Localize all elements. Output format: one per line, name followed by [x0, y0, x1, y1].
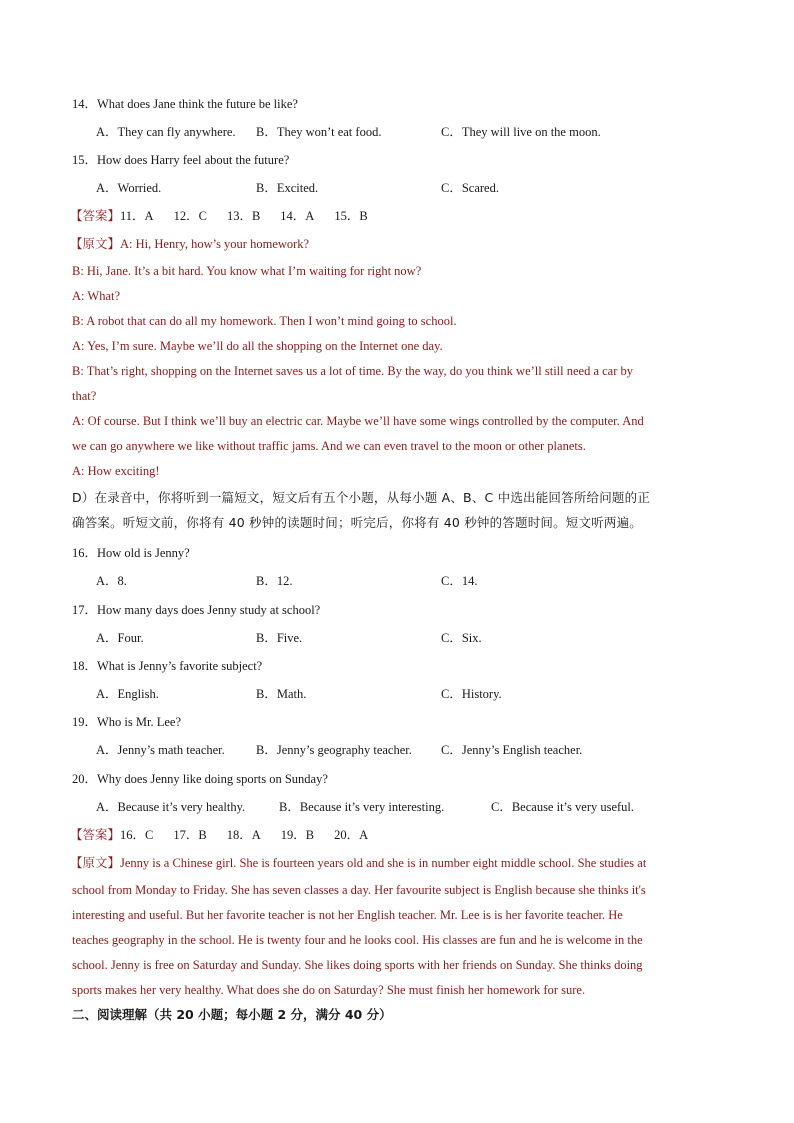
- transcript-1-line: B: A robot that can do all my homework. Then I won’t mind going to school.: [72, 314, 457, 328]
- q19-option-b: B．Jenny’s geography teacher.: [256, 743, 412, 757]
- question-18: 18．What is Jenny’s favorite subject?: [72, 659, 263, 673]
- q15-option-a: A．Worried.: [96, 181, 162, 195]
- transcript-1-line: [70, 236, 309, 252]
- transcript-2-line: [70, 855, 646, 871]
- transcript-2-line: sports makes her very healthy. What does she do on Saturday? She must finish her homework for sure.: [72, 983, 586, 997]
- answer-value: 15．B: [334, 209, 368, 223]
- answer-block-1: [70, 208, 388, 224]
- transcript-tag: 【原文】: [70, 856, 121, 870]
- q20-option-c: C．Because it’s very useful.: [491, 800, 635, 814]
- transcript-1-line: A: Of course. But I think we’ll buy an electric car. Maybe we’ll have some wings controlled by the computer. And: [72, 414, 644, 428]
- transcript-2-line: school. Jenny is free on Saturday and Sunday. She likes doing sports with her friends on Sunday. She thinks doing: [72, 958, 643, 972]
- section-d-instructions: [72, 485, 722, 535]
- q20-option-b: B．Because it’s very interesting.: [279, 800, 445, 814]
- question-20: 20．Why does Jenny like doing sports on Sunday?: [72, 772, 328, 786]
- transcript-1-line: A: How exciting!: [72, 464, 160, 478]
- answer-value: 13．B: [226, 209, 261, 223]
- q14-option-c: C．They will live on the moon.: [441, 125, 601, 139]
- answer-value: 16．C: [120, 828, 154, 842]
- transcript-1-line: B: That’s right, shopping on the Internet saves us a lot of time. By the way, do you think we’ll still need a car by: [72, 364, 634, 378]
- q19-option-c: C．Jenny’s English teacher.: [441, 743, 583, 757]
- transcript-1-line: we can go anywhere we like without traffic jams. And we can even travel to the moon or other planets.: [72, 439, 586, 453]
- transcript-1-line: that?: [72, 389, 97, 403]
- q19-option-a: A．Jenny’s math teacher.: [96, 743, 225, 757]
- q15-option-c: C．Scared.: [441, 181, 499, 195]
- answer-value: 20．A: [334, 828, 369, 842]
- transcript-tag: 【原文】: [70, 237, 121, 251]
- q20-option-a: A．Because it’s very healthy.: [96, 800, 246, 814]
- transcript-1-line: A: Yes, I’m sure. Maybe we’ll do all the shopping on the Internet one day.: [72, 339, 443, 353]
- q16-option-b: B．12.: [256, 574, 293, 588]
- transcript-1-line: A: What?: [72, 289, 121, 303]
- answer-value: 14．A: [280, 209, 315, 223]
- answer-value: 18．A: [226, 828, 261, 842]
- q16-option-a: A．8.: [96, 574, 127, 588]
- section-d-line: D）在录音中，你将听到一篇短文，短文后有五个小题，从每小题 A、B、C 中选出能回答所给问题的正: [72, 490, 651, 505]
- transcript-text: A: Hi, Henry, how’s your homework?: [120, 237, 310, 251]
- answer-value: 11．A: [120, 209, 154, 223]
- answer-value: 17．B: [173, 828, 207, 842]
- transcript-text: Jenny is a Chinese girl. She is fourteen years old and she is in number eight middle school. She studies at: [120, 856, 647, 870]
- answer-block-2: [70, 827, 388, 843]
- answer-value: 12．C: [173, 209, 207, 223]
- q17-option-c: C．Six.: [441, 631, 482, 645]
- section-two-title: 二、阅读理解（共 20 小题；每小题 2 分，满分 40 分）: [72, 1007, 392, 1022]
- transcript-2-line: teaches geography in the school. He is twenty four and he looks cool. His classes are fun and he is welcome in the: [72, 933, 643, 947]
- section-d-line: 确答案。听短文前，你将有 40 秒钟的读题时间；听完后，你将有 40 秒钟的答题时间。短文听两遍。: [72, 515, 643, 530]
- transcript-1-line: B: Hi, Jane. It’s a bit hard. You know what I’m waiting for right now?: [72, 264, 422, 278]
- q18-option-a: A．English.: [96, 687, 159, 701]
- answer-value: 19．B: [280, 828, 315, 842]
- q18-option-b: B．Math.: [256, 687, 307, 701]
- q15-option-b: B．Excited.: [256, 181, 319, 195]
- question-14: 14．What does Jane think the future be like?: [72, 97, 298, 111]
- transcript-2-line: school from Monday to Friday. She has seven classes a day. Her favourite subject is English because she thinks it's: [72, 883, 646, 897]
- q17-option-b: B．Five.: [256, 631, 303, 645]
- q16-option-c: C．14.: [441, 574, 478, 588]
- q18-option-c: C．History.: [441, 687, 502, 701]
- q17-option-a: A．Four.: [96, 631, 144, 645]
- question-15: 15．How does Harry feel about the future?: [72, 153, 290, 167]
- q14-option-b: B．They won’t eat food.: [256, 125, 382, 139]
- answer-tag: 【答案】: [70, 209, 121, 223]
- answer-tag: 【答案】: [70, 828, 121, 842]
- question-19: 19．Who is Mr. Lee?: [72, 715, 182, 729]
- question-17: 17．How many days does Jenny study at school?: [72, 603, 321, 617]
- question-16: 16．How old is Jenny?: [72, 546, 190, 560]
- q14-option-a: A．They can fly anywhere.: [96, 125, 236, 139]
- transcript-2-line: interesting and useful. But her favorite teacher is not her English teacher. Mr. Lee is is her favorite teacher. He: [72, 908, 623, 922]
